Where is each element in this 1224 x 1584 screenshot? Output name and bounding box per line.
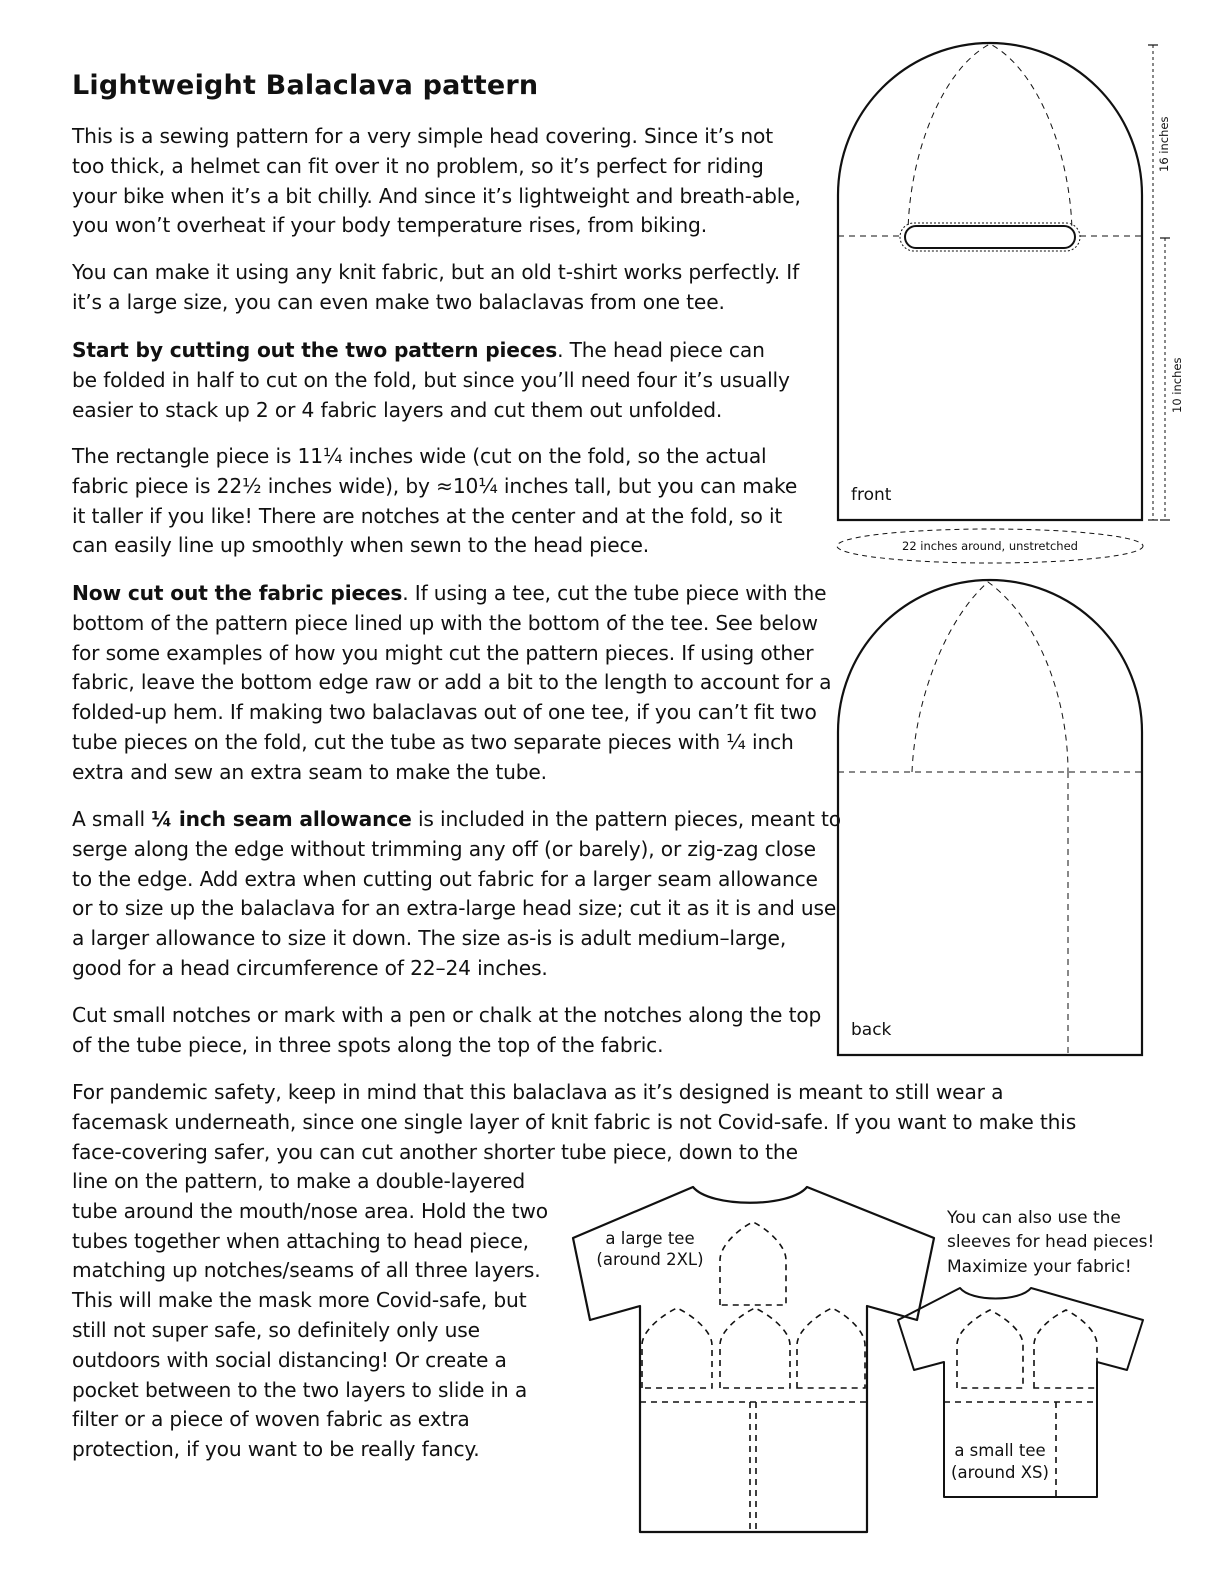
cutting-pattern-text: . The head piece can be folded in half to cut on the fold, but since you’ll need four it’s usually easier to stack up 2 or 4 fabric layers and cut them out unfolded. (72, 338, 790, 422)
large-tee-label: a large tee (605, 1229, 695, 1248)
dimension-10-label: 10 inches (1170, 357, 1184, 413)
small-tee-head-piece-1 (957, 1310, 1023, 1388)
rectangle-paragraph: The rectangle piece is 11¼ inches wide (cut on the fold, so the actual fabric piece is 22½ inches wide), by ≈10¼ inches tall, but you can make it taller if you like! There are notches at the center and at the fold, so it can easily line up smoothly when sewn to the head piece. (72, 444, 798, 558)
circumference-label: 22 inches around, unstretched (902, 539, 1078, 553)
dimension-markers (1148, 45, 1170, 520)
front-label: front (851, 485, 892, 505)
front-center-dash (908, 44, 1072, 236)
large-tee-sleeve-head-piece (720, 1222, 786, 1305)
back-outline (838, 580, 1142, 1055)
front-outline (838, 43, 1142, 520)
small-tee-head-piece-2 (1034, 1310, 1097, 1388)
cutting-pattern-paragraph (72, 336, 792, 425)
back-label: back (851, 1020, 892, 1040)
page-title: Lightweight Balaclava pattern (72, 70, 539, 101)
front-pattern-piece (838, 43, 1142, 520)
small-tee-outline (898, 1288, 1143, 1497)
sleeves-note-line-2: sleeves for head pieces! (947, 1232, 1155, 1252)
cutting-fabric-paragraph (72, 579, 842, 788)
intro-paragraph: This is a sewing pattern for a very simple head covering. Since it’s not too thick, a helmet can fit over it no problem, so it’s perfect for riding your bike when it’s a bit chilly. And since it’s lightweight and breath-able, you won’t overheat if your body temperature rises, from biking. (72, 124, 801, 238)
seam-allowance-paragraph (72, 805, 842, 984)
back-pattern-piece (838, 580, 1142, 1055)
large-tee-head-piece-2 (720, 1308, 790, 1388)
large-tee-head-piece-1 (642, 1308, 712, 1388)
back-center-dash (912, 582, 1068, 772)
notches-paragraph: Cut small notches or mark with a pen or chalk at the notches along the top of the tube piece, in three spots along the top of the fabric. (72, 1003, 822, 1057)
fabric-paragraph: You can make it using any knit fabric, but an old t-shirt works perfectly. If it’s a large size, you can even make two balaclavas from one tee. (72, 260, 800, 314)
large-tee-outline (573, 1187, 934, 1532)
large-tee-head-piece-3 (797, 1308, 865, 1388)
eye-opening (905, 226, 1075, 248)
double-layer-paragraph: line on the pattern, to make a double-layered tube around the mouth/nose area. Hold the two tubes together when attaching to head piece, matching up notches/seams of all three layers. This will make the mask more Covid-safe, but still not super safe, so definitely only use outdoors with social distancing! Or create a pocket between to the two layers to slide in a filter or a piece of woven fabric as extra protection, if you want to be really fancy. (72, 1169, 548, 1462)
cutting-fabric-heading: Now cut out the fabric pieces (72, 581, 403, 605)
dimension-16-label: 16 inches (1157, 116, 1171, 172)
eye-opening-zigzag (900, 223, 1080, 251)
circumference-ellipse (837, 529, 1143, 563)
seam-allowance-start: A small (72, 807, 152, 831)
small-tee-label: a small tee (954, 1441, 1046, 1460)
large-tee-diagram (573, 1187, 934, 1532)
pandemic-paragraph: For pandemic safety, keep in mind that this balaclava as it’s designed is meant to still wear a facemask underneath, since one single layer of knit fabric is not Covid-safe. If you want to make this face-covering safer, you can cut another shorter tube piece, down to the (72, 1080, 1077, 1164)
sleeves-note-line-3: Maximize your fabric! (947, 1257, 1132, 1277)
small-tee-diagram (898, 1288, 1143, 1497)
small-tee-size: (around XS) (951, 1463, 1049, 1482)
seam-allowance-heading: ¼ inch seam allowance (151, 807, 412, 831)
large-tee-size: (around 2XL) (596, 1250, 704, 1269)
seam-allowance-text: is included in the pattern pieces, meant to serge along the edge without trimming any off (or barely), or zig-zag close to the edge. Add extra when cutting out fabric for a larger seam allowance or to size up the balaclava for an extra-large head size; cut it as it is and use a larger allowance to size it down. The size as-is is adult medium–large, good for a head circumference of 22–24 inches. (72, 807, 841, 980)
cutting-fabric-text: . If using a tee, cut the tube piece with the bottom of the pattern piece lined up with the bottom of the tee. See below for some examples of how you might cut the pattern pieces. If using other fabric, leave the bottom edge raw or add a bit to the length to account for a folded-up hem. If making two balaclavas out of one tee, if you can’t fit two tube pieces on the fold, cut the tube as two separate pieces with ¼ inch extra and sew an extra seam to make the tube. (72, 581, 832, 784)
sleeves-note-line-1: You can also use the (947, 1208, 1121, 1228)
cutting-pattern-heading: Start by cutting out the two pattern pieces (72, 338, 558, 362)
